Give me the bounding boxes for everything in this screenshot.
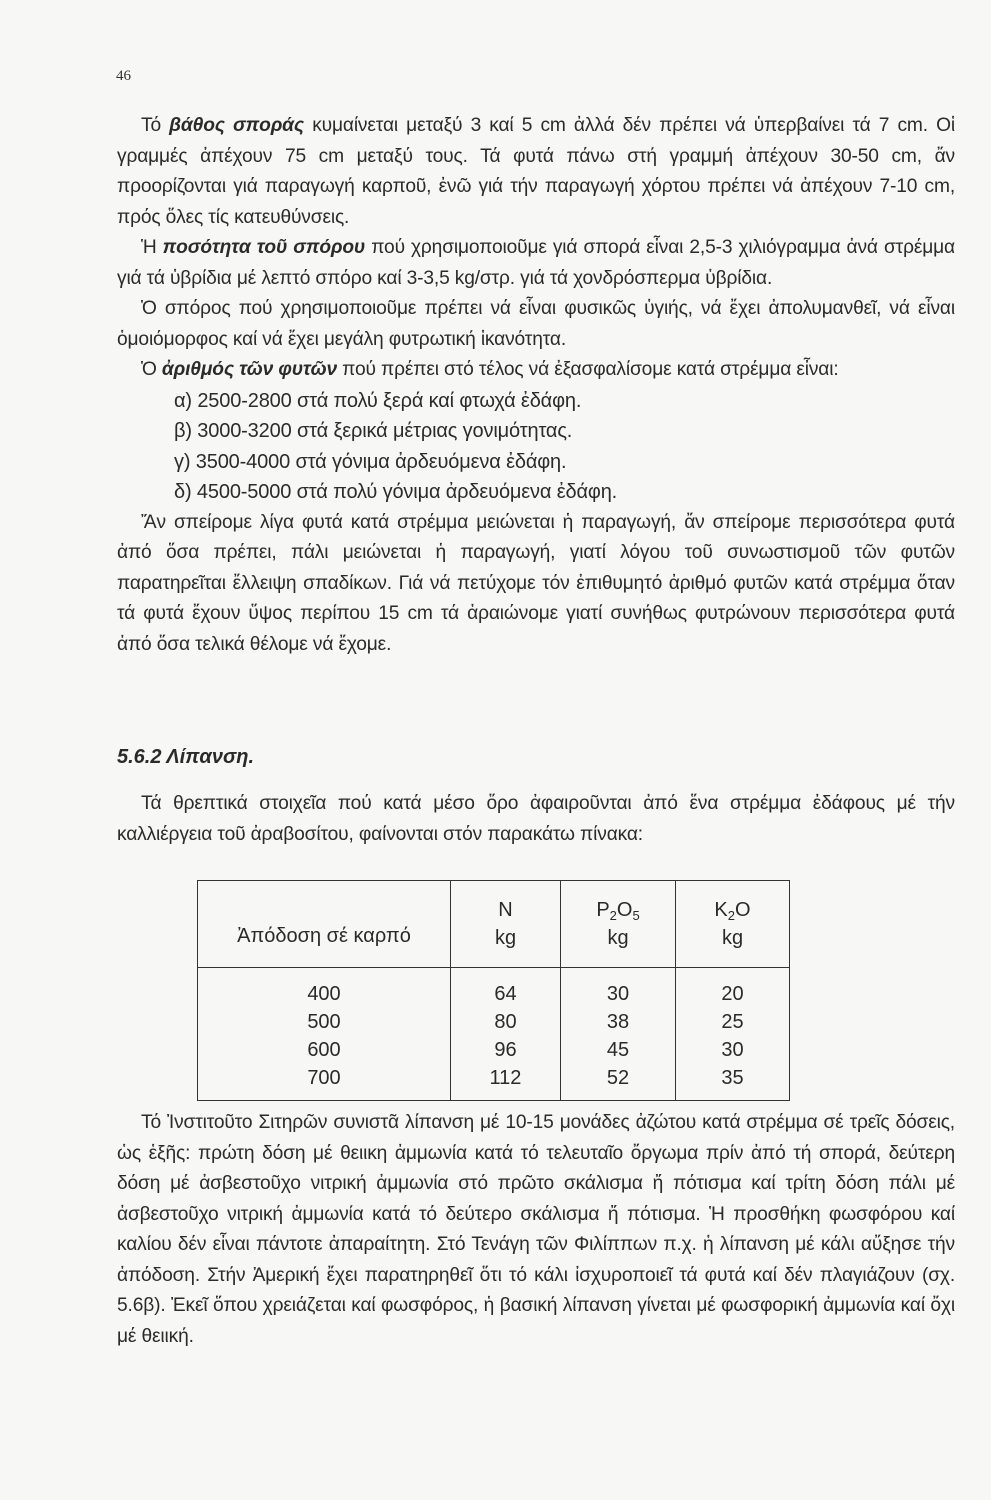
- list-item: α) 2500-2800 στά πολύ ξερά καί φτωχά ἐδάφη.: [174, 389, 582, 412]
- header-nitrogen: N kg: [451, 881, 561, 968]
- header-yield: Ἀπόδοση σέ καρπό: [198, 881, 451, 968]
- list-item: β) 3000-3200 στά ξερικά μέτριας γονιμότητας.: [174, 420, 573, 442]
- emphasis-seed-quantity: ποσότητα τοῦ σπόρου: [162, 237, 366, 258]
- paragraph-sowing-depth: Τό βάθος σποράς κυμαίνεται μεταξύ 3 καί 5 cm ἀλλά δέν πρέπει νά ὑπερβαίνει τά 7 cm. Οἱ γραμμές ἀπέχουν 75 cm μεταξύ τους. Τά φυτά πάνω στή γραμμή ἀπέχουν 30-50 cm, ἄν προορίζονται γιά παραγωγή καρποῦ, ἐνῶ γιά τήν παραγωγή χόρτου πρέπει νά ἀπέχουν 7-10 cm, πρός ὅλες τίς κατευθύνσεις.: [117, 115, 955, 228]
- table-row: 500 80 38 25: [198, 1008, 790, 1036]
- table-row: 400 64 30 20: [198, 968, 790, 1009]
- table-row: 600 96 45 30: [198, 1036, 790, 1064]
- paragraph-plant-count: Ὁ ἀριθμός τῶν φυτῶν πού πρέπει στό τέλος νά ἐξασφαλίσομε κατά στρέμμα εἶναι:: [141, 359, 839, 380]
- paragraph-nutrients-intro: Τά θρεπτικά στοιχεῖα πού κατά μέσο ὅρο ἀφαιροῦνται ἀπό ἕνα στρέμμα ἐδάφους μέ τήν καλλιέργεια τοῦ ἀραβοσίτου, φαίνονται στόν παρακάτω πίνακα:: [117, 793, 955, 845]
- emphasis-sowing-depth: βάθος σποράς: [169, 115, 304, 136]
- header-potash: $K_2O$ kg: [676, 881, 790, 968]
- table-row: 700 112 52 35: [198, 1064, 790, 1101]
- body-text-nutrients-intro: [117, 789, 955, 850]
- body-text-lower: [117, 1108, 955, 1352]
- paragraph-plant-density: Ἄν σπείρομε λίγα φυτά κατά στρέμμα μειώνεται ἡ παραγωγή, ἄν σπείρομε περισσότερα φυτά ἀπό ὅσα πρέπει, πάλι μειώνεται ἡ παραγωγή, γιατί λόγου τοῦ συνωστισμοῦ τῶν φυτῶν παρατηρεῖται ἔλλειψη σπαδίκων. Γιά νά πετύχομε τόν ἐπιθυμητό ἀριθμό φυτῶν κατά στρέμμα ὅταν τά φυτά ἔχουν ὕψος περίπου 15 cm τά ἀραιώνομε γιατί συνήθως φυτρώνουν περισσότερα φυτά ἀπό ὅσα τελικά θέλομε νά ἔχομε.: [117, 511, 955, 655]
- paragraph-seed-quality: Ὁ σπόρος πού χρησιμοποιοῦμε πρέπει νά εἶναι φυσικῶς ὑγιής, νά ἔχει ἀπολυμανθεῖ, νά εἶναι ὁμοιόμορφος καί νά ἔχει μεγάλη φυτρωτική ἱκανότητα.: [117, 298, 955, 350]
- list-item: δ) 4500-5000 στά πολύ γόνιμα ἀρδευόμενα ἐδάφη.: [174, 481, 618, 503]
- plant-count-list: [117, 386, 955, 508]
- paragraph-institute-recommendation: Τό Ἰνστιτοῦτο Σιτηρῶν συνιστᾶ λίπανση μέ 10-15 μονάδες ἀζώτου κατά στρέμμα σέ τρεῖς δόσεις, ὡς ἑξῆς: πρώτη δόση μέ θειικη ἀμμωνία κατά τό τελευταῖο ὄργωμα πρίν ἀπό τή σπορά, δεύτερη δόση μέ ἀσβεστοῦχο νιτρική ἀμμωνία στό πρῶτο σκάλισμα ἤ πότισμα καί τρίτη δόση πάλι μέ ἀσβεστοῦχο νιτρική ἀμμωνία κατά τό δεύτερο σκάλισμα ἤ πότισμα. Ἡ προσθήκη φωσφόρου καί καλίου δέν εἶναι πάντοτε ἀπαραίτητη. Στό Τενάγη τῶν Φιλίππων π.χ. ἡ λίπανση μέ κάλι αὔξησε τήν ἀπόδοση. Στήν Ἀμερική ἔχει παρατηρηθεῖ ὅτι τό κάλι ἰσχυροποιεῖ τά φυτά καί δέν πλαγιάζουν (σχ. 5.6β). Ἐκεῖ ὅπου χρειάζεται καί φωσφόρος, ἡ βασική λίπανση γίνεται μέ φωσφορική ἀμμωνία καί ὄχι μέ θειική.: [117, 1112, 955, 1347]
- list-item: γ) 3500-4000 στά γόνιμα ἀρδευόμενα ἐδάφη.: [174, 450, 567, 473]
- page-number: 46: [116, 68, 131, 84]
- paragraph-seed-quantity: Ἡ ποσότητα τοῦ σπόρου πού χρησιμοποιοῦμε γιά σπορά εἶναι 2,5-3 χιλιόγραμμα ἀνά στρέμμα γιά τά ὑβρίδια μέ λεπτό σπόρο καί 3-3,5 kg/στρ. γιά τά χονδρόσπερμα ὑβρίδια.: [117, 237, 956, 289]
- body-text-upper: [117, 111, 955, 660]
- nutrient-table: [197, 880, 790, 1101]
- header-phosphate: $P_2O_5$ kg: [561, 881, 676, 968]
- section-heading: 5.6.2 Λίπανση.: [117, 746, 255, 768]
- emphasis-plant-count: ἀριθμός τῶν φυτῶν: [161, 359, 337, 380]
- table-header-row: [198, 881, 790, 968]
